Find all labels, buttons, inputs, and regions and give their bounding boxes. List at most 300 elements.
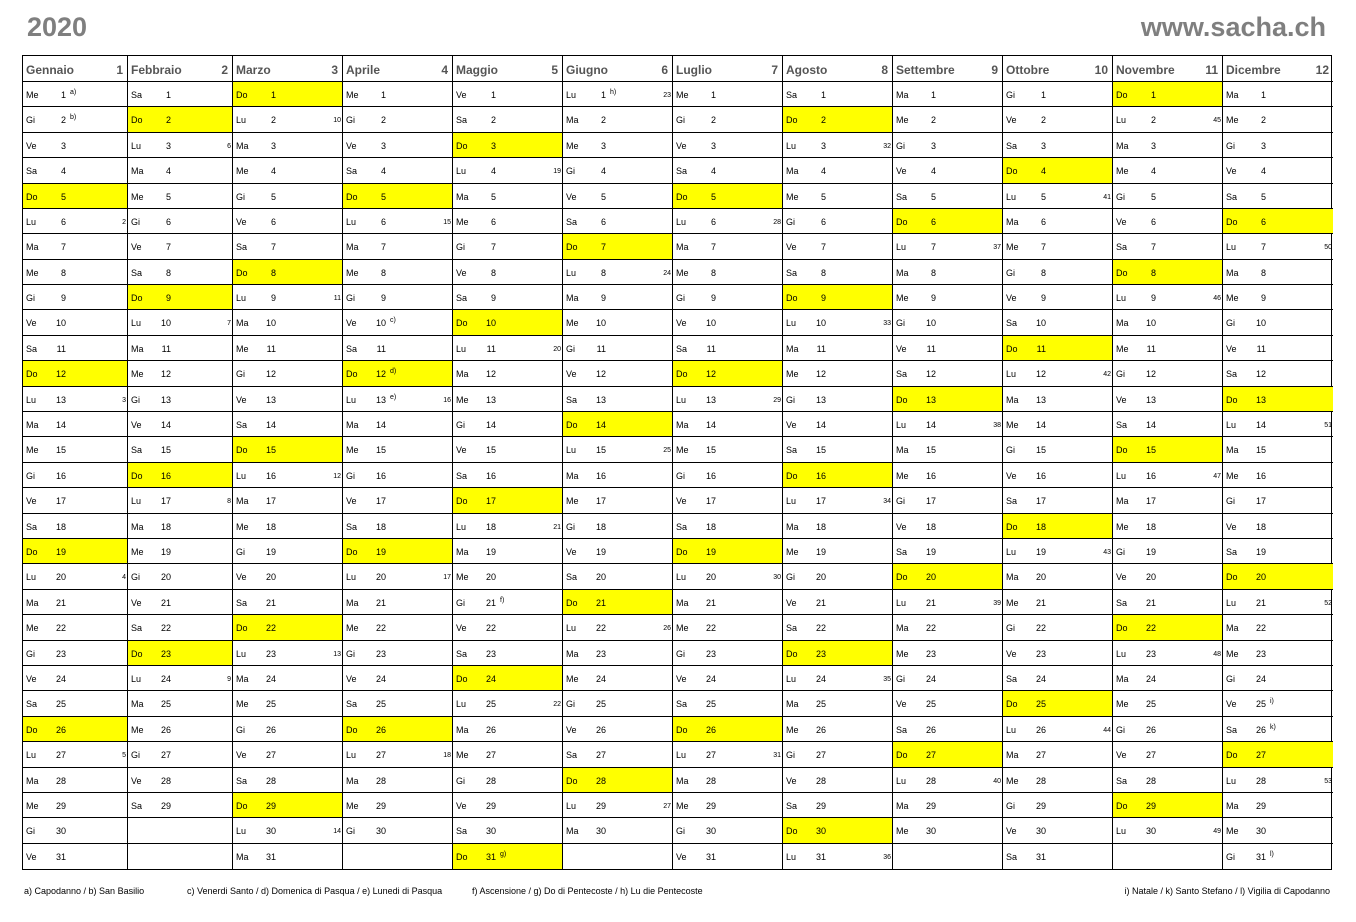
- weekday-label: Lu: [676, 750, 687, 761]
- day-cell: [893, 158, 1002, 183]
- day-number: 23: [1035, 648, 1046, 659]
- weekday-label: Do: [786, 826, 798, 837]
- weekday-label: Lu: [1226, 597, 1237, 608]
- day-number: 25: [705, 699, 716, 710]
- weekday-label: Sa: [346, 521, 358, 532]
- weekday-label: Sa: [896, 724, 908, 735]
- day-number: 28: [705, 775, 716, 786]
- day-cell: [233, 641, 342, 666]
- month-name: Luglio: [676, 63, 712, 77]
- weekday-label: Gi: [346, 648, 355, 659]
- day-cell: [1003, 260, 1112, 285]
- month-header: [1003, 56, 1112, 82]
- day-cell: [563, 310, 672, 335]
- day-number: 14: [815, 420, 826, 431]
- weekday-label: Me: [26, 89, 39, 100]
- day-cell: [1223, 310, 1333, 335]
- weekday-label: Gi: [1006, 267, 1015, 278]
- day-cell: [563, 742, 672, 767]
- weekday-label: Sa: [236, 242, 248, 253]
- weekday-label: Gi: [346, 826, 355, 837]
- weekday-label: Gi: [456, 242, 465, 253]
- day-cell: [783, 234, 892, 259]
- day-number: 7: [930, 242, 936, 253]
- day-number: 9: [1150, 293, 1156, 304]
- day-cell: [1113, 488, 1222, 513]
- day-number: 28: [160, 775, 171, 786]
- day-number: 31: [1255, 851, 1266, 862]
- website-title: www.sacha.ch: [1140, 12, 1326, 42]
- day-number: 23: [55, 648, 66, 659]
- day-number: 23: [265, 648, 276, 659]
- weekday-label: Do: [346, 191, 358, 202]
- week-number: 34: [883, 498, 891, 506]
- legend-1: a) Capodanno / b) San Basilio: [24, 886, 145, 896]
- weekday-label: Lu: [676, 216, 687, 227]
- day-number: 19: [265, 546, 276, 557]
- day-cell: [343, 260, 452, 285]
- day-number: 4: [165, 166, 171, 177]
- day-cell: [893, 590, 1002, 615]
- day-number: 2: [380, 115, 386, 126]
- day-number: 22: [1255, 623, 1266, 634]
- week-number: 44: [1103, 726, 1111, 734]
- weekday-label: Gi: [566, 699, 575, 710]
- weekday-label: Ve: [1116, 572, 1127, 583]
- day-cell: [563, 234, 672, 259]
- day-number: 27: [815, 750, 826, 761]
- day-cell: [453, 844, 562, 869]
- day-cell: [453, 742, 562, 767]
- day-number: 25: [485, 699, 496, 710]
- week-number: 30: [773, 574, 781, 582]
- day-number: 4: [710, 166, 716, 177]
- day-cell: [1113, 260, 1222, 285]
- day-number: 31: [485, 851, 496, 862]
- day-number: 17: [375, 496, 386, 507]
- weekday-label: Lu: [131, 496, 142, 507]
- weekday-label: Gi: [566, 166, 575, 177]
- day-number: 16: [55, 470, 66, 481]
- day-number: 4: [380, 166, 386, 177]
- day-cell: [563, 158, 672, 183]
- weekday-label: Do: [26, 191, 38, 202]
- month-number: 2: [221, 63, 228, 77]
- day-number: 10: [485, 318, 496, 329]
- day-number: 9: [600, 293, 606, 304]
- weekday-label: Ma: [676, 242, 689, 253]
- day-number: 20: [265, 572, 276, 583]
- day-number: 12: [705, 369, 716, 380]
- day-number: 22: [595, 623, 606, 634]
- day-number: 13: [1035, 394, 1046, 405]
- weekday-label: Do: [1226, 750, 1238, 761]
- day-cell: [1003, 641, 1112, 666]
- day-number: 20: [705, 572, 716, 583]
- weekday-label: Gi: [676, 648, 685, 659]
- week-number: 24: [663, 269, 671, 277]
- day-cell: [128, 361, 232, 386]
- week-number: 50: [1324, 244, 1332, 252]
- week-number: 52: [1324, 599, 1332, 607]
- day-cell: [563, 615, 672, 640]
- weekday-label: Ma: [26, 775, 39, 786]
- weekday-label: Ma: [26, 242, 39, 253]
- weekday-label: Lu: [346, 750, 357, 761]
- day-number: 1: [380, 89, 386, 100]
- day-cell: [343, 691, 452, 716]
- day-number: 17: [1145, 496, 1156, 507]
- day-number: 27: [55, 750, 66, 761]
- week-number: 31: [773, 752, 781, 760]
- day-cell: [1113, 793, 1222, 818]
- week-number: 29: [773, 396, 781, 404]
- weekday-label: Do: [1116, 800, 1128, 811]
- day-cell: [453, 234, 562, 259]
- weekday-label: Me: [346, 623, 359, 634]
- day-cell: [1003, 437, 1112, 462]
- week-number: 37: [993, 244, 1001, 252]
- weekday-label: Gi: [26, 826, 35, 837]
- month-number: 10: [1094, 63, 1108, 77]
- month-header: [1113, 56, 1222, 82]
- day-number: 21: [265, 597, 276, 608]
- day-number: 12: [1035, 369, 1046, 380]
- weekday-label: Ma: [346, 597, 359, 608]
- day-number: 14: [160, 420, 171, 431]
- day-number: 24: [1255, 673, 1266, 684]
- weekday-label: Gi: [26, 293, 35, 304]
- day-number: 27: [265, 750, 276, 761]
- weekday-label: Me: [786, 546, 799, 557]
- day-cell: [1113, 209, 1222, 234]
- weekday-label: Ma: [1226, 445, 1239, 456]
- day-cell: [893, 310, 1002, 335]
- weekday-label: Ve: [131, 420, 142, 431]
- day-number: 4: [1150, 166, 1156, 177]
- day-number: 17: [815, 496, 826, 507]
- weekday-label: Gi: [1006, 445, 1015, 456]
- day-number: 25: [1255, 699, 1266, 710]
- day-cell: [893, 666, 1002, 691]
- day-number: 17: [925, 496, 936, 507]
- weekday-label: Ma: [236, 496, 249, 507]
- day-number: 26: [1145, 724, 1156, 735]
- day-number: 22: [375, 623, 386, 634]
- weekday-label: Do: [676, 546, 688, 557]
- weekday-label: Ve: [26, 673, 37, 684]
- day-number: 13: [375, 394, 386, 405]
- weekday-label: Me: [26, 267, 39, 278]
- day-cell: [453, 412, 562, 437]
- weekday-label: Gi: [1226, 140, 1235, 151]
- weekday-label: Ma: [566, 648, 579, 659]
- weekday-label: Me: [131, 546, 144, 557]
- day-number: 18: [1035, 521, 1046, 532]
- month-header: [1223, 56, 1333, 82]
- weekday-label: Do: [896, 216, 908, 227]
- day-number: 24: [1035, 673, 1046, 684]
- day-cell: [128, 691, 232, 716]
- day-number: 26: [485, 724, 496, 735]
- weekday-label: Do: [1226, 572, 1238, 583]
- day-cell: [1003, 539, 1112, 564]
- day-number: 28: [55, 775, 66, 786]
- weekday-label: Do: [456, 851, 468, 862]
- day-number: 3: [600, 140, 606, 151]
- day-cell: [1003, 564, 1112, 589]
- month-column: [1113, 56, 1223, 869]
- day-number: 10: [705, 318, 716, 329]
- day-number: 20: [55, 572, 66, 583]
- month-column: [343, 56, 453, 869]
- day-cell: [1003, 793, 1112, 818]
- day-cell: [783, 361, 892, 386]
- day-number: 19: [595, 546, 606, 557]
- week-number: 22: [553, 701, 561, 709]
- day-number: 5: [930, 191, 936, 202]
- day-cell: [343, 615, 452, 640]
- week-number: 2: [122, 218, 126, 226]
- legend-2: c) Venerdi Santo / d) Domenica di Pasqua / e) Lunedi di Pasqua: [187, 886, 443, 896]
- weekday-label: Do: [1116, 267, 1128, 278]
- weekday-label: Lu: [566, 445, 577, 456]
- weekday-label: Me: [1116, 521, 1129, 532]
- day-number: 7: [380, 242, 386, 253]
- weekday-label: Sa: [1116, 242, 1128, 253]
- weekday-label: Do: [566, 420, 578, 431]
- day-number: 13: [925, 394, 936, 405]
- weekday-label: Ma: [786, 166, 799, 177]
- weekday-label: Sa: [346, 166, 358, 177]
- day-cell: [233, 615, 342, 640]
- day-number: 10: [1035, 318, 1046, 329]
- day-number: 11: [376, 343, 386, 354]
- weekday-label: Do: [456, 673, 468, 684]
- day-cell: [673, 641, 782, 666]
- day-number: 29: [1035, 800, 1046, 811]
- weekday-label: Me: [786, 369, 799, 380]
- weekday-label: Sa: [346, 699, 358, 710]
- week-number: 51: [1324, 422, 1332, 430]
- weekday-label: Lu: [896, 775, 907, 786]
- day-number: 6: [820, 216, 826, 227]
- weekday-label: Sa: [566, 216, 578, 227]
- day-cell: [1003, 768, 1112, 793]
- weekday-label: Lu: [26, 216, 37, 227]
- day-number: 30: [815, 826, 826, 837]
- day-number: 1: [60, 89, 66, 100]
- day-cell: [453, 336, 562, 361]
- weekday-label: Lu: [1116, 470, 1127, 481]
- weekday-label: Gi: [566, 521, 575, 532]
- day-cell: [1113, 133, 1222, 158]
- week-number: 33: [883, 320, 891, 328]
- day-number: 16: [815, 470, 826, 481]
- day-cell: [128, 717, 232, 742]
- weekday-label: Gi: [566, 343, 575, 354]
- day-cell: [1223, 336, 1333, 361]
- day-cell: [453, 82, 562, 107]
- day-cell: [1113, 615, 1222, 640]
- day-cell: [673, 590, 782, 615]
- weekday-label: Lu: [1226, 242, 1237, 253]
- day-cell: [563, 133, 672, 158]
- month-number: 3: [331, 63, 338, 77]
- weekday-label: Me: [1006, 597, 1019, 608]
- day-number: 24: [55, 673, 66, 684]
- weekday-label: Me: [1006, 420, 1019, 431]
- day-number: 31: [55, 851, 66, 862]
- day-cell: [783, 336, 892, 361]
- day-cell: [1223, 437, 1333, 462]
- day-cell: [233, 336, 342, 361]
- month-number: 8: [881, 63, 888, 77]
- weekday-label: Gi: [786, 572, 795, 583]
- day-cell: [563, 768, 672, 793]
- weekday-label: Do: [236, 89, 248, 100]
- week-number: 45: [1213, 117, 1221, 125]
- weekday-label: Me: [1226, 115, 1239, 126]
- day-cell: [128, 615, 232, 640]
- weekday-label: Me: [26, 623, 39, 634]
- day-number: 30: [265, 826, 276, 837]
- day-number: 15: [485, 445, 496, 456]
- weekday-label: Sa: [786, 89, 798, 100]
- week-number: 35: [883, 675, 891, 683]
- day-number: 18: [1255, 521, 1266, 532]
- day-number: 30: [595, 826, 606, 837]
- weekday-label: Gi: [131, 394, 140, 405]
- day-number: 24: [265, 673, 276, 684]
- day-number: 24: [925, 673, 936, 684]
- day-cell: [343, 590, 452, 615]
- weekday-label: Ve: [236, 572, 247, 583]
- day-number: 26: [1035, 724, 1046, 735]
- day-cell: [233, 387, 342, 412]
- weekday-label: Sa: [676, 166, 688, 177]
- day-number: 28: [375, 775, 386, 786]
- day-cell: [343, 488, 452, 513]
- weekday-label: Ve: [676, 851, 687, 862]
- weekday-label: Lu: [1116, 293, 1127, 304]
- month-header: [343, 56, 452, 82]
- day-cell: [783, 844, 892, 869]
- day-number: 23: [705, 648, 716, 659]
- day-number: 11: [926, 343, 936, 354]
- day-cell: [233, 285, 342, 310]
- day-cell: [1003, 209, 1112, 234]
- weekday-label: Sa: [346, 343, 358, 354]
- day-cell: [893, 260, 1002, 285]
- day-cell: [453, 615, 562, 640]
- day-number: 19: [485, 546, 496, 557]
- day-number: 27: [485, 750, 496, 761]
- day-cell: [563, 641, 672, 666]
- weekday-label: Sa: [786, 267, 798, 278]
- weekday-label: Ve: [1226, 343, 1237, 354]
- weekday-label: Ma: [1006, 572, 1019, 583]
- weekday-label: Ma: [236, 318, 249, 329]
- weekday-label: Do: [236, 623, 248, 634]
- weekday-label: Do: [346, 369, 358, 380]
- weekday-label: Lu: [1006, 546, 1017, 557]
- weekday-label: Gi: [456, 775, 465, 786]
- day-number: 8: [1040, 267, 1046, 278]
- week-number: 17: [443, 574, 451, 582]
- day-cell: [343, 184, 452, 209]
- day-number: 10: [375, 318, 386, 329]
- weekday-label: Ma: [786, 521, 799, 532]
- weekday-label: Do: [1116, 89, 1128, 100]
- day-cell: [1003, 615, 1112, 640]
- month-name: Febbraio: [131, 63, 182, 77]
- day-number: 16: [485, 470, 496, 481]
- weekday-label: Ma: [1226, 800, 1239, 811]
- day-cell: [233, 209, 342, 234]
- day-cell: [343, 437, 452, 462]
- day-cell: [783, 641, 892, 666]
- weekday-label: Ve: [131, 597, 142, 608]
- day-number: 4: [60, 166, 66, 177]
- day-number: 23: [815, 648, 826, 659]
- day-number: 12: [485, 369, 496, 380]
- day-number: 18: [705, 521, 716, 532]
- day-cell: [128, 412, 232, 437]
- day-cell: [1003, 691, 1112, 716]
- day-number: 28: [595, 775, 606, 786]
- weekday-label: Me: [786, 191, 799, 202]
- day-cell: [128, 666, 232, 691]
- weekday-label: Do: [236, 445, 248, 456]
- day-number: 9: [270, 293, 276, 304]
- day-cell: [128, 437, 232, 462]
- day-number: 27: [705, 750, 716, 761]
- weekday-label: Lu: [1226, 775, 1237, 786]
- day-cell: [1003, 463, 1112, 488]
- day-number: 21: [595, 597, 606, 608]
- day-number: 8: [165, 267, 171, 278]
- day-cell: [1223, 260, 1333, 285]
- weekday-label: Lu: [786, 851, 797, 862]
- weekday-label: Me: [456, 750, 469, 761]
- day-cell: [563, 412, 672, 437]
- day-cell: [1003, 82, 1112, 107]
- day-number: 13: [55, 394, 66, 405]
- weekday-label: Me: [676, 267, 689, 278]
- year-title: 2020: [27, 12, 88, 42]
- day-number: 24: [375, 673, 386, 684]
- day-number: 5: [600, 191, 606, 202]
- weekday-label: Gi: [1226, 673, 1235, 684]
- day-number: 17: [1035, 496, 1046, 507]
- weekday-label: Lu: [566, 267, 577, 278]
- day-cell: [1113, 184, 1222, 209]
- weekday-label: Lu: [786, 673, 797, 684]
- day-number: 3: [490, 140, 496, 151]
- day-number: 6: [710, 216, 716, 227]
- day-number: 2: [930, 115, 936, 126]
- weekday-label: Me: [346, 267, 359, 278]
- day-number: 26: [160, 724, 171, 735]
- day-cell: [343, 463, 452, 488]
- weekday-label: Sa: [456, 826, 468, 837]
- day-number: 23: [595, 648, 606, 659]
- day-cell: [233, 158, 342, 183]
- weekday-label: Ma: [676, 775, 689, 786]
- weekday-label: Me: [346, 89, 359, 100]
- weekday-label: Me: [236, 521, 249, 532]
